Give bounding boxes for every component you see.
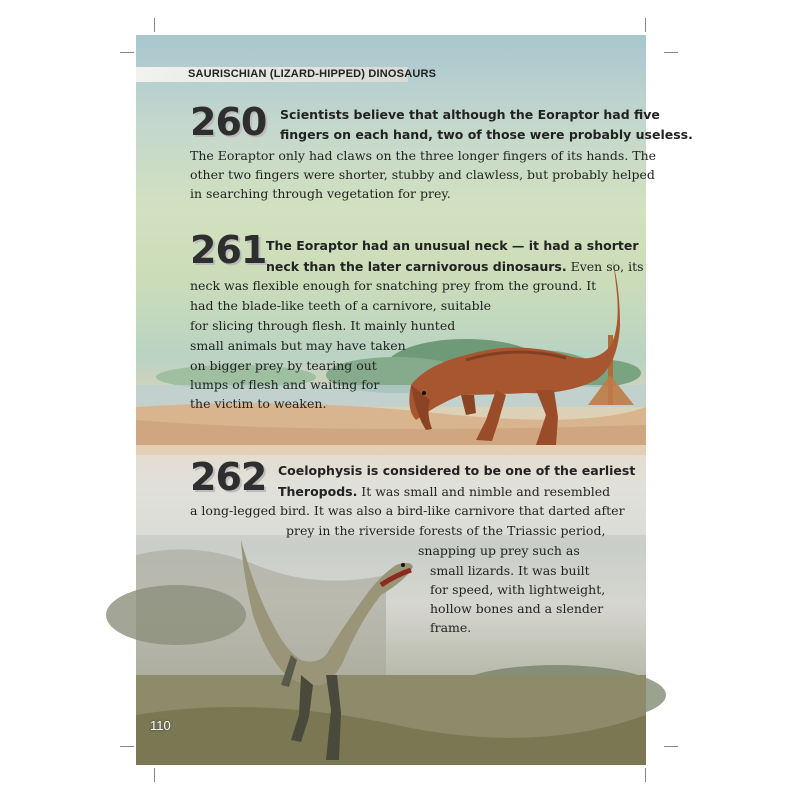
crop-mark	[120, 52, 134, 53]
fact-lead-row	[278, 481, 610, 502]
fact-lead-line: fingers on each hand, two of those were probably useless.	[280, 127, 693, 142]
fact-body-line: hollow bones and a slender	[430, 601, 604, 616]
fact-number: 260	[190, 100, 267, 144]
fact-body-line: a long-legged bird. It was also a bird-like carnivore that darted after	[190, 503, 625, 518]
crop-mark	[120, 746, 134, 747]
fact-lead-line: Coelophysis is considered to be one of the earliest	[278, 463, 636, 478]
coelophysis-illustration	[231, 535, 431, 765]
fact-body-line: The Eoraptor only had claws on the three longer fingers of its hands. The	[190, 148, 657, 163]
crop-mark	[664, 746, 678, 747]
fact-body-line: for slicing through flesh. It mainly hunted	[190, 318, 456, 333]
fact-body-line: small animals but may have taken	[190, 338, 406, 353]
page-number: 110	[150, 718, 171, 733]
fact-body-line: neck was flexible enough for snatching prey from the ground. It	[190, 278, 597, 293]
fact-body-line: lumps of flesh and waiting for	[190, 377, 380, 392]
fact-lead-row	[266, 256, 644, 277]
fact-body-line: other two fingers were shorter, stubby and clawless, but probably helped	[190, 167, 655, 182]
fact-body-line: prey in the riverside forests of the Triassic period,	[286, 523, 606, 538]
fact-body-line: had the blade-like teeth of a carnivore, suitable	[190, 298, 492, 313]
crop-mark	[154, 18, 155, 32]
crop-mark	[645, 18, 646, 32]
fact-body-line: for speed, with lightweight,	[430, 582, 606, 597]
crop-mark	[154, 768, 155, 782]
book-page	[136, 35, 693, 765]
fact-body-line: frame.	[430, 620, 472, 635]
fact-body-line: on bigger prey by tearing out	[190, 358, 377, 373]
fact-number: 262	[190, 455, 267, 499]
fact-body-text: It was small and nimble and resembled	[357, 484, 611, 499]
fact-lead-line: Theropods.	[278, 484, 358, 499]
section-header: SAURISCHIAN (LIZARD-HIPPED) DINOSAURS	[188, 68, 437, 80]
fact-lead-line: Scientists believe that although the Eoraptor had five	[280, 107, 660, 122]
crop-mark	[645, 768, 646, 782]
fact-body-line: snapping up prey such as	[418, 543, 580, 558]
fact-lead-line: neck than the later carnivorous dinosaurs.	[266, 259, 567, 274]
fact-body-line: small lizards. It was built	[430, 563, 590, 578]
fact-number: 261	[190, 228, 267, 272]
bush	[106, 585, 246, 645]
fact-body-text: Even so, its	[566, 259, 644, 274]
fact-body-line: the victim to weaken.	[190, 396, 327, 411]
fact-lead-line: The Eoraptor had an unusual neck — it had a shorter	[266, 238, 639, 253]
fact-body-line: in searching through vegetation for prey.	[190, 186, 451, 201]
crop-mark	[664, 52, 678, 53]
